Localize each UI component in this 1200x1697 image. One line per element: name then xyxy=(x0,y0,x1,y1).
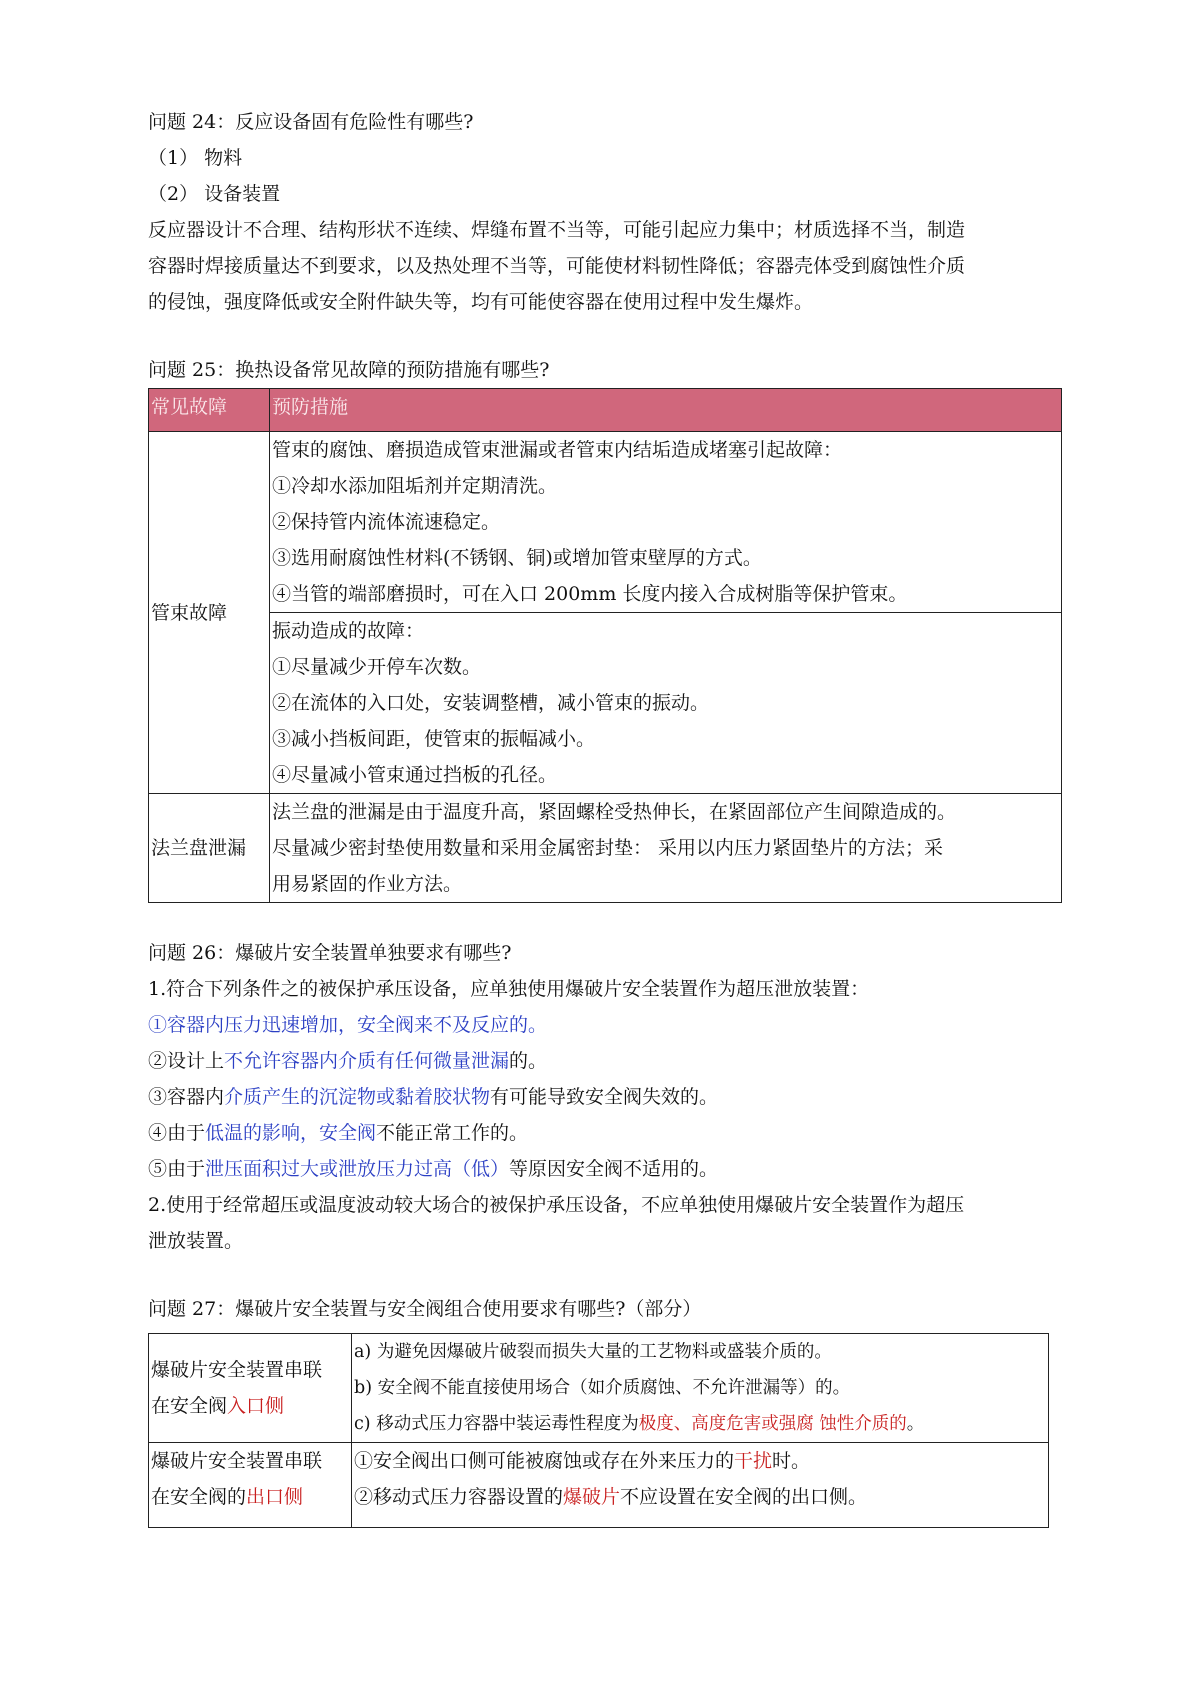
q26-condition-1: ①容器内压力迅速增加，安全阀来不及反应的。 xyxy=(148,1014,548,1036)
text-segment: 时。 xyxy=(772,1450,811,1472)
text-segment: 不能正常工作的。 xyxy=(376,1122,529,1144)
label-line: 爆破片安全装置串联 xyxy=(151,1450,323,1472)
q26-point-2-line-2: 泄放装置。 xyxy=(148,1230,244,1252)
q24-item-2: （2） 设备装置 xyxy=(148,183,281,205)
text-segment: ⑤由于 xyxy=(148,1158,206,1180)
text-segment: c) 移动式压力容器中装运毒性程度为 xyxy=(354,1414,639,1434)
text-segment: 等原因安全阀不适用的。 xyxy=(509,1158,719,1180)
q26-condition-5 xyxy=(148,1151,1060,1187)
requirement-line: b) 安全阀不能直接使用场合（如介质腐蚀、不允许泄漏等）的。 xyxy=(354,1378,851,1398)
requirement-line: a) 为避免因爆破片破裂而损失大量的工艺物料或盛装介质的。 xyxy=(354,1342,832,1362)
header-measure: 预防措施 xyxy=(270,389,1062,432)
highlight-text: 介质产生的沉淀物或黏着胶状物 xyxy=(224,1086,491,1108)
highlight-text: 不允许容器内介质有任何微量泄漏 xyxy=(224,1050,510,1072)
q24-title: 问题 24：反应设备固有危险性有哪些? xyxy=(148,111,474,133)
table-row xyxy=(149,794,1062,903)
measure-cell xyxy=(270,432,1062,613)
measure-line: ①尽量减少开停车次数。 xyxy=(272,656,482,678)
measure-cell xyxy=(270,794,1062,903)
fault-tube-bundle: 管束故障 xyxy=(149,432,270,794)
q26-point-2-line-1: 2.使用于经常超压或温度波动较大场合的被保护承压设备，不应单独使用爆破片安全装置作为超压 xyxy=(148,1194,965,1216)
q26-condition-2 xyxy=(148,1043,1060,1079)
outlet-side-requirements xyxy=(352,1443,1049,1528)
text-segment: ①安全阀出口侧可能被腐蚀或存在外来压力的 xyxy=(354,1450,735,1472)
measure-line: ④当管的端部磨损时，可在入口 200mm 长度内接入合成树脂等保护管束。 xyxy=(272,583,908,605)
label-line xyxy=(151,1388,349,1424)
text-segment: 。 xyxy=(906,1414,925,1434)
q24-paragraph-line-1: 反应器设计不合理、结构形状不连续、焊缝布置不当等，可能引起应力集中；材质选择不当，制造 xyxy=(148,219,966,241)
q27-table xyxy=(148,1333,1049,1528)
measure-line: 振动造成的故障： xyxy=(272,620,425,642)
measure-line: ①冷却水添加阻垢剂并定期清洗。 xyxy=(272,475,558,497)
q24-paragraph-line-3: 的侵蚀，强度降低或安全附件缺失等，均有可能使容器在使用过程中发生爆炸。 xyxy=(148,291,814,313)
text-segment: ②设计上 xyxy=(148,1050,225,1072)
measure-line: ②在流体的入口处，安装调整槽，减小管束的振动。 xyxy=(272,692,710,714)
measure-line: ③选用耐腐蚀性材料(不锈钢、铜)或增加管束壁厚的方式。 xyxy=(272,547,762,569)
text-segment: ③容器内 xyxy=(148,1086,225,1108)
text-segment: ④由于 xyxy=(148,1122,206,1144)
table-row xyxy=(149,1443,1049,1528)
text-segment: 在安全阀 xyxy=(151,1395,228,1417)
header-fault: 常见故障 xyxy=(149,389,270,432)
q24-item-1: （1） 物料 xyxy=(148,147,243,169)
measure-line: 法兰盘的泄漏是由于温度升高，紧固螺栓受热伸长，在紧固部位产生间隙造成的。 xyxy=(272,801,957,823)
text-segment: ②移动式压力容器设置的 xyxy=(354,1486,564,1508)
q25-table-header xyxy=(149,389,1062,432)
measure-line: ②保持管内流体流速稳定。 xyxy=(272,511,501,533)
outlet-side-label xyxy=(149,1443,352,1528)
highlight-text: 出口侧 xyxy=(246,1486,304,1508)
q24-paragraph-line-2: 容器时焊接质量达不到要求，以及热处理不当等，可能使材料韧性降低；容器壳体受到腐蚀性介质 xyxy=(148,255,966,277)
measure-cell xyxy=(270,613,1062,794)
q25-title: 问题 25：换热设备常见故障的预防措施有哪些? xyxy=(148,359,550,381)
measure-line: 管束的腐蚀、磨损造成管束泄漏或者管束内结垢造成堵塞引起故障： xyxy=(272,439,843,461)
q26-condition-3 xyxy=(148,1079,1060,1115)
measure-line: 尽量减少密封垫使用数量和采用金属密封垫： 采用以内压力紧固垫片的方法；采 xyxy=(272,837,944,859)
measure-line: 用易紧固的作业方法。 xyxy=(272,873,463,895)
requirement-line xyxy=(354,1479,1046,1515)
q26-title: 问题 26：爆破片安全装置单独要求有哪些? xyxy=(148,942,512,964)
label-line: 爆破片安全装置串联 xyxy=(151,1359,323,1381)
inlet-side-requirements xyxy=(352,1334,1049,1443)
measure-line: ④尽量减小管束通过挡板的孔径。 xyxy=(272,764,558,786)
table-row xyxy=(149,613,1062,794)
text-segment: 不应设置在安全阀的出口侧。 xyxy=(620,1486,868,1508)
fault-flange-leak: 法兰盘泄漏 xyxy=(149,794,270,903)
highlight-text: 爆破片 xyxy=(563,1486,621,1508)
highlight-text: 干扰 xyxy=(734,1450,773,1472)
q26-condition-4 xyxy=(148,1115,1060,1151)
document-page xyxy=(148,104,1060,1528)
text-segment: 有可能导致安全阀失效的。 xyxy=(490,1086,719,1108)
measure-line: ③减小挡板间距，使管束的振幅减小。 xyxy=(272,728,596,750)
text-segment: 在安全阀的 xyxy=(151,1486,247,1508)
table-row xyxy=(149,432,1062,613)
inlet-side-label xyxy=(149,1334,352,1443)
highlight-text: 泄压面积过大或泄放压力过高（低） xyxy=(205,1158,510,1180)
q25-table xyxy=(148,388,1062,903)
requirement-line xyxy=(354,1443,1046,1479)
highlight-text: 入口侧 xyxy=(227,1395,285,1417)
label-line xyxy=(151,1479,349,1515)
q26-point-1: 1.符合下列条件之的被保护承压设备，应单独使用爆破片安全装置作为超压泄放装置： xyxy=(148,978,870,1000)
highlight-text: 低温的影响，安全阀 xyxy=(205,1122,377,1144)
q27-title: 问题 27：爆破片安全装置与安全阀组合使用要求有哪些?（部分） xyxy=(148,1298,702,1320)
table-row xyxy=(149,1334,1049,1443)
text-segment: 的。 xyxy=(509,1050,548,1072)
requirement-line xyxy=(354,1406,1046,1442)
highlight-text: 极度、高度危害或强腐 蚀性介质的 xyxy=(638,1414,907,1434)
